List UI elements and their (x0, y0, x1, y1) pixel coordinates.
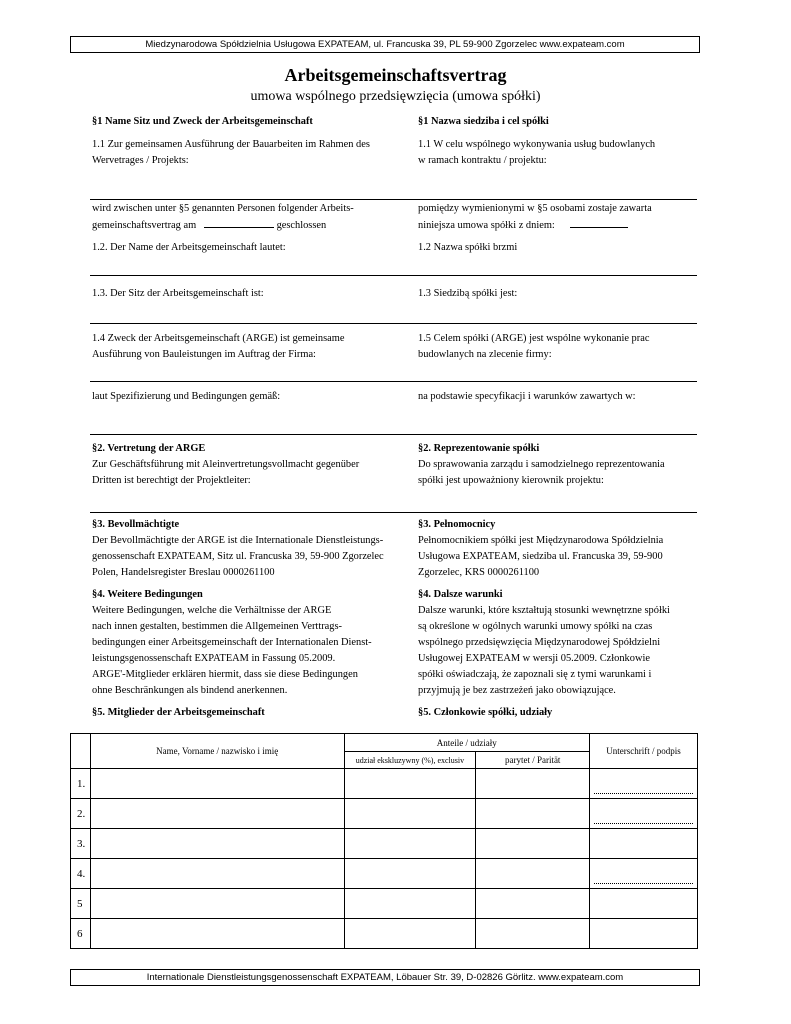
s2-de: §2. Vertretung der ARGE Zur Geschäftsführung mit Aleinvertretungsvollmacht gegenüber Dritten ist berechtigt der Projektleiter: (92, 443, 360, 486)
share-exclusive-cell[interactable] (344, 919, 476, 949)
footer-banner: Internationale Dienstleistungsgenossenschaft EXPATEAM, Löbauer Str. 39, D-02826 Görlitz. www.expateam.com (70, 969, 700, 986)
s1-2-de: 1.2. Der Name der Arbeitsgemeinschaft lautet: (92, 242, 286, 253)
spec-de: laut Spezifizierung und Bedingungen gemäß: (92, 391, 281, 402)
name-cell[interactable] (90, 859, 344, 889)
divider (90, 199, 697, 200)
row-number: 6 (71, 919, 91, 949)
between-de: wird zwischen unter §5 genannten Personen folgender Arbeits- gemeinschaftsvertrag am geschlossen (92, 203, 354, 231)
row-number: 3. (71, 829, 91, 859)
share-exclusive-cell[interactable] (344, 889, 476, 919)
table-row (71, 859, 698, 889)
header-banner: Miedzynarodowa Spółdzielnia Usługowa EXPATEAM, ul. Francuska 39, PL 59-900 Zgorzelec www.expateam.com (70, 36, 700, 53)
name-cell[interactable] (90, 799, 344, 829)
s1-3-de: 1.3. Der Sitz der Arbeitsgemeinschaft ist: (92, 288, 264, 299)
share-exclusive-cell[interactable] (344, 769, 476, 799)
share-parity-cell[interactable] (476, 829, 590, 859)
s1-2-pl: 1.2 Nazwa spółki brzmi (418, 242, 518, 253)
corner-cell (71, 734, 91, 769)
share-parity-cell[interactable] (476, 769, 590, 799)
s4-de: §4. Weitere Bedingungen Weitere Bedingungen, welche die Verhältnisse der ARGE nach innen gestalten, bestimmen die Allgemeinen Verttrags- bedingungen einer Arbeitsgemeinschaft der Internationalen Dienst- leistungsgenossenschaft EXPATEAM in Fassung 05.2009. ARGE'-Mitglieder erklären hiermit, dass sie diese Bedingungen ohne Beschränkungen als bindend anerkennen. (92, 589, 372, 696)
date-blank-de[interactable] (204, 217, 274, 228)
s3-pl: §3. Pełnomocnicy Pełnomocnikiem spółki jest Międzynarodowa Spółdzielnia Usługowa EXPATEAM, siedziba ul. Francuska 39, 59-900 Zgorzelec, KRS 0000261100 (418, 519, 664, 578)
signature-cell[interactable] (590, 859, 698, 889)
row-number: 4. (71, 859, 91, 889)
name-cell[interactable] (90, 769, 344, 799)
s1-4-de: 1.4 Zweck der Arbeitsgemeinschaft (ARGE) ist gemeinsame Ausführung von Bauleistungen im Auftrag der Firma: (92, 333, 345, 360)
s4-pl: §4. Dalsze warunki Dalsze warunki, które kształtują stosunki wewnętrzne spółki są określone w ogólnych warunki umowy spółki na czas wspólnego przedsięwzięcia Międzynarodowej Spółdzielni Usługowej EXPATEAM w wersji 05.2009. Członkowie spółki oświadczają, że zapoznali się z tymi warunkami i przyjmują je bez zastrzeżeń jako obowiązujące. (418, 589, 670, 696)
document-title: Arbeitsgemeinschaftsvertrag (284, 65, 507, 85)
col-header-signature: Unterschrift / podpis (590, 734, 698, 769)
divider (90, 434, 697, 435)
s1-1-pl: 1.1 W celu wspólnego wykonywania usług budowlanych w ramach kontraktu / projektu: (418, 139, 656, 166)
share-exclusive-cell[interactable] (344, 829, 476, 859)
s5-pl-heading: §5. Członkowie spółki, udziały (418, 707, 553, 718)
name-cell[interactable] (90, 919, 344, 949)
signature-cell[interactable] (590, 889, 698, 919)
s3-de: §3. Bevollmächtigte Der Bevollmächtigte der ARGE ist die Internationale Dienstleistungs- genossenschaft EXPATEAM, Sitz ul. Francuska 39, 59-900 Zgorzelec Polen, Handelsregister Breslau 0000261100 (92, 519, 384, 578)
divider (90, 381, 697, 382)
table-row (71, 919, 698, 949)
spec-pl: na podstawie specyfikacji i warunków zawartych w: (418, 391, 636, 402)
signature-cell[interactable] (590, 919, 698, 949)
col-header-name: Name, Vorname / nazwisko i imię (90, 734, 344, 769)
share-exclusive-cell[interactable] (344, 859, 476, 889)
s5-de-heading: §5. Mitglieder der Arbeitsgemeinschaft (92, 707, 265, 718)
divider (90, 512, 697, 513)
divider (90, 323, 697, 324)
table-row (71, 769, 698, 799)
share-parity-cell[interactable] (476, 919, 590, 949)
s2-pl: §2. Reprezentowanie spółki Do sprawowania zarządu i samodzielnego reprezentowania spółki jest upoważniony kierownik projektu: (418, 443, 665, 486)
s1-1-de: 1.1 Zur gemeinsamen Ausführung der Bauarbeiten im Rahmen des Wervetrages / Projekts: (92, 139, 370, 166)
members-table (70, 733, 698, 949)
table-row (71, 799, 698, 829)
s1-3-pl: 1.3 Siedzibą spółki jest: (418, 288, 518, 299)
col-header-share-exclusive: udział ekskluzywny (%), exclusiv (344, 752, 476, 769)
table-row (71, 829, 698, 859)
col-header-shares: Anteile / udziały (344, 734, 590, 752)
row-number: 5 (71, 889, 91, 919)
s1-de-heading: §1 Name Sitz und Zweck der Arbeitsgemeinschaft (92, 116, 313, 127)
name-cell[interactable] (90, 829, 344, 859)
share-parity-cell[interactable] (476, 889, 590, 919)
share-parity-cell[interactable] (476, 799, 590, 829)
date-blank-pl[interactable] (570, 217, 628, 228)
signature-cell[interactable] (590, 799, 698, 829)
table-row (71, 889, 698, 919)
name-cell[interactable] (90, 889, 344, 919)
between-pl: pomiędzy wymienionymi w §5 osobami zostaje zawarta niniejsza umowa spółki z dniem: (418, 203, 652, 231)
signature-cell[interactable] (590, 829, 698, 859)
row-number: 2. (71, 799, 91, 829)
signature-cell[interactable] (590, 769, 698, 799)
divider (90, 275, 697, 276)
s1-pl-heading: §1 Nazwa siedziba i cel spółki (418, 116, 549, 127)
document-subtitle: umowa wspólnego przedsięwzięcia (umowa spółki) (250, 89, 541, 104)
share-parity-cell[interactable] (476, 859, 590, 889)
share-exclusive-cell[interactable] (344, 799, 476, 829)
col-header-share-parity: parytet / Parität (476, 752, 590, 769)
s1-5-pl: 1.5 Celem spółki (ARGE) jest wspólne wykonanie prac budowlanych na zlecenie firmy: (418, 333, 650, 360)
row-number: 1. (71, 769, 91, 799)
